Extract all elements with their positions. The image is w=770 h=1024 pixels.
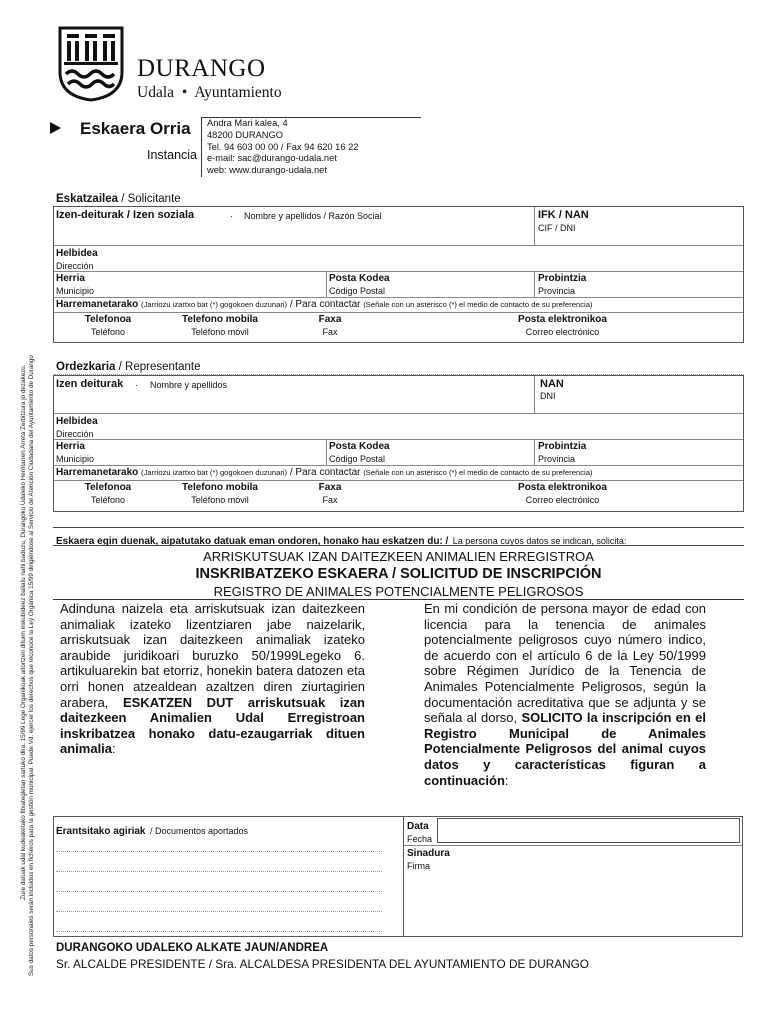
applicant-town-input[interactable] [120, 280, 320, 294]
durango-coat-of-arms-icon [58, 26, 124, 102]
request-intro-eu: Eskaera egin duenak, aipatutako datuak eman ondoren, honako hau eskatzen du: / [56, 536, 449, 547]
address-line: Andra Mari kalea, 4 [207, 118, 288, 128]
representative-email-label: Posta elektronikoa [518, 482, 607, 493]
representative-name-bullet: · [135, 380, 138, 390]
address-line: e-mail: sac@durango-udala.net [207, 153, 337, 164]
doc-subtitle: Instancia [146, 148, 197, 162]
applicant-mobile-sublabel: Teléfono móvil [191, 327, 249, 337]
request-title-rule [53, 599, 744, 600]
representative-postcode-input[interactable] [405, 448, 530, 462]
applicant-id-sublabel: CIF / DNI [538, 223, 576, 233]
applicant-col-line [534, 271, 535, 297]
applicant-address-sublabel: Dirección [56, 261, 94, 271]
registration-request-title: INSKRIBATZEKO ESKAERA / SOLICITUD DE INSCRIPCIÓN [195, 566, 602, 582]
attachments-label [56, 821, 248, 839]
representative-id-input[interactable] [540, 401, 738, 412]
representative-mobile-label: Telefono mobila [182, 482, 258, 493]
representative-phone-sublabel: Teléfono [90, 495, 126, 505]
representative-town-sublabel: Municipio [56, 454, 95, 464]
attachments-line[interactable] [56, 851, 382, 852]
date-label: Data [407, 821, 429, 832]
representative-section-eu: Ordezkaria [56, 361, 116, 373]
request-body-es-text: En mi condición de persona mayor de edad con licencia para la tenencia de animales potencialmente peligrosos cuyo número indico, de acuerdo con el artículo 6 de la Ley 50/1999 sobre Régimen Jurídico de la Tenencia de Animales Potencialmente Peligrosos, según la documentación acreditativa que se adjunta y se señala al dorso, [424, 601, 706, 726]
address-divider [201, 117, 202, 177]
logo [58, 26, 124, 102]
applicant-name-input[interactable] [60, 226, 530, 242]
applicant-email-label: Posta elektronikoa [518, 314, 607, 325]
applicant-phone-label: Telefonoa [84, 314, 132, 325]
representative-province-input[interactable] [605, 448, 740, 462]
representative-contact-label: Harremanetarako [56, 467, 139, 478]
attachments-label-eu: Erantsitako agiriak [56, 826, 146, 837]
applicant-postcode-sublabel: Código Postal [329, 286, 386, 296]
brand-subtitle-eu: Udala [137, 84, 175, 101]
representative-col-line [534, 376, 535, 413]
applicant-fax-sublabel: Fax [322, 327, 338, 337]
brand-subtitle [137, 84, 282, 102]
applicant-contact-note-eu: (Jarriozu izartxo bat (*) gogokoen duzunari) [141, 300, 288, 309]
representative-phone-label: Telefonoa [84, 482, 132, 493]
representative-address-input[interactable] [120, 423, 735, 437]
attachments-line[interactable] [56, 871, 382, 872]
representative-address-label: Helbidea [56, 416, 98, 427]
applicant-contact-label: Harremanetarako [56, 299, 139, 310]
applicant-col-line [534, 207, 535, 245]
applicant-id-label: IFK / NAN [538, 209, 589, 221]
registry-title-es: REGISTRO DE ANIMALES POTENCIALMENTE PELIGROSOS [213, 584, 584, 599]
request-body-eu [60, 601, 365, 757]
date-input[interactable] [437, 818, 740, 843]
representative-contact-note-eu: (Jarriozu izartxo bat (*) gogokoen duzunari) [141, 468, 288, 477]
applicant-row-line [54, 312, 743, 313]
doc-title: Eskaera Orria [80, 119, 191, 138]
date-divider [404, 845, 742, 846]
applicant-section-eu: Eskatzailea [56, 193, 119, 205]
addressee-eu: DURANGOKO UDALEKO ALKATE JAUN/ANDREA [56, 942, 329, 954]
applicant-name-bullet: · [230, 211, 233, 221]
applicant-town-sublabel: Municipio [56, 286, 95, 296]
applicant-address-label: Helbidea [56, 248, 98, 259]
signature-label: Sinadura [407, 848, 450, 859]
representative-row-line [54, 439, 743, 440]
applicant-row-line [54, 271, 743, 272]
representative-address-sublabel: Dirección [56, 429, 94, 439]
applicant-section-es: Solicitante [127, 193, 181, 205]
request-intro-bottom-rule [53, 545, 744, 546]
representative-section-title: Ordezkaria / Representante [56, 361, 201, 373]
representative-mobile-sublabel: Teléfono móvil [191, 495, 249, 505]
applicant-name-sublabel: Nombre y apellidos / Razón Social [244, 211, 382, 221]
representative-col-line [534, 439, 535, 465]
representative-fax-label: Faxa [318, 482, 342, 493]
representative-name-input[interactable] [60, 394, 530, 410]
applicant-id-input[interactable] [538, 233, 738, 244]
applicant-province-input[interactable] [605, 280, 740, 294]
applicant-mobile-label: Telefono mobila [182, 314, 258, 325]
signature-sublabel: Firma [407, 861, 430, 871]
brand-name: DURANGO [137, 55, 266, 82]
representative-province-label: Probintzia [538, 441, 587, 452]
representative-name-sublabel: Nombre y apellidos [150, 380, 228, 390]
address-line: Tel. 94 603 00 00 / Fax 94 620 16 22 [207, 141, 359, 152]
representative-row-line [54, 465, 743, 466]
representative-province-sublabel: Provincia [538, 454, 576, 464]
date-sublabel: Fecha [407, 834, 433, 844]
representative-email-sublabel: Correo electrónico [525, 495, 600, 505]
applicant-address-input[interactable] [120, 255, 735, 269]
address-block [207, 118, 358, 177]
representative-contact-label-es: / Para contactar [289, 467, 361, 478]
attachments-line[interactable] [56, 911, 382, 912]
applicant-contact-row [56, 299, 592, 310]
representative-postcode-label: Posta Kodea [329, 441, 390, 452]
request-body-eu-text: Adinduna naizela eta arriskutsuak izan daitezkeen animaliak izateko lizentziaren jabe naizelarik, arriskutsuak izan daitezkeen animaliak izateko araubide juridikoari buruzko 50/1999Legeko 6. artikuluarekin bat etorriz, honekin batera datozen eta orri honen atzealdean azaltzen diren ziurtagirien arabera, [60, 601, 365, 710]
title-arrow-icon [50, 122, 61, 134]
applicant-contact-note-es: (Señale con un asterisco (*) el medio de contacto de su preferencia) [363, 300, 593, 309]
applicant-phone-sublabel: Teléfono [90, 327, 126, 337]
representative-section-es: Representante [125, 361, 201, 373]
side-note-eu: Zure datuak udal kudeaketako fitxategietan sartuko dira. 15/99 Lege Organikoak aitortzen dituen eskubideez baliatu nahi baduzu, Durangoko Udaleko Herritarren Arreta Zerbitzura jo dezakezu. [20, 364, 27, 900]
representative-town-label: Herria [56, 441, 85, 452]
representative-town-input[interactable] [120, 448, 320, 462]
address-line: web: www.durango-udala.net [207, 165, 327, 176]
request-body-es-end: : [504, 772, 509, 788]
applicant-email-sublabel: Correo electrónico [525, 327, 600, 337]
side-note-es: Sus datos personales serán incluidos en ficheros para la gestión municipal. Puede Vd. ejercer los derechos que reconoce la Ley Orgánica 15/99 dirigiéndose al Servicio de Atención Ciudadana del Ayuntamiento de Durango [28, 355, 35, 976]
applicant-row-line [54, 245, 743, 246]
attachments-line[interactable] [56, 891, 382, 892]
representative-name-label: Izen deiturak [56, 378, 124, 390]
attachments-label-es: / Documentos aportados [149, 826, 248, 836]
representative-postcode-sublabel: Código Postal [329, 454, 386, 464]
applicant-postcode-input[interactable] [405, 280, 530, 294]
applicant-province-label: Probintzia [538, 273, 587, 284]
attachments-line[interactable] [56, 931, 382, 932]
applicant-row-line [54, 297, 743, 298]
brand-subtitle-es: Ayuntamiento [194, 84, 282, 101]
address-line: 48200 DURANGO [207, 129, 283, 140]
representative-contact-note-es: (Señale con un asterisco (*) el medio de contacto de su preferencia) [363, 468, 593, 477]
applicant-province-sublabel: Provincia [538, 286, 576, 296]
request-intro [56, 531, 626, 549]
request-body-eu-bold: ESKATZEN DUT arriskutsuak izan daitezkeen Animalien Udal Erregistroan inskribatzea honako datu-ezaugarriak dituen animalia [60, 694, 365, 757]
representative-fax-sublabel: Fax [322, 495, 338, 505]
applicant-fax-label: Faxa [318, 314, 342, 325]
addressee-es: Sr. ALCALDE PRESIDENTE / Sra. ALCALDESA PRESIDENTA DEL AYUNTAMIENTO DE DURANGO [56, 957, 589, 971]
applicant-town-label: Herria [56, 273, 85, 284]
representative-contact-row [56, 467, 592, 478]
representative-row-line [54, 480, 743, 481]
representative-id-sublabel: DNI [540, 391, 556, 401]
brand-separator: • [181, 84, 188, 101]
request-intro-es: La persona cuyos datos se indican, solicita: [452, 536, 627, 546]
applicant-name-label: Izen-deiturak / Izen soziala [56, 209, 195, 221]
request-body-es-bold: SOLICITO la inscripción en el Registro Municipal de Animales Potencialmente Peligrosos del animal cuyos datos y características figuran a continuación [424, 710, 706, 788]
representative-row-line [54, 413, 743, 414]
applicant-col-line [326, 271, 327, 297]
signature-area[interactable] [405, 872, 741, 934]
request-intro-top-rule [53, 527, 744, 528]
representative-id-label: NAN [540, 378, 564, 390]
registry-title-eu: ARRISKUTSUAK IZAN DAITEZKEEN ANIMALIEN ERREGISTROA [203, 549, 594, 564]
applicant-contact-label-es: / Para contactar [289, 299, 361, 310]
attachments-divider [403, 817, 404, 936]
applicant-postcode-label: Posta Kodea [329, 273, 390, 284]
request-body-es [424, 601, 706, 788]
representative-col-line [326, 439, 327, 465]
applicant-section-title: Eskatzailea / Solicitante [56, 193, 181, 205]
request-body-eu-end: : [112, 741, 116, 757]
